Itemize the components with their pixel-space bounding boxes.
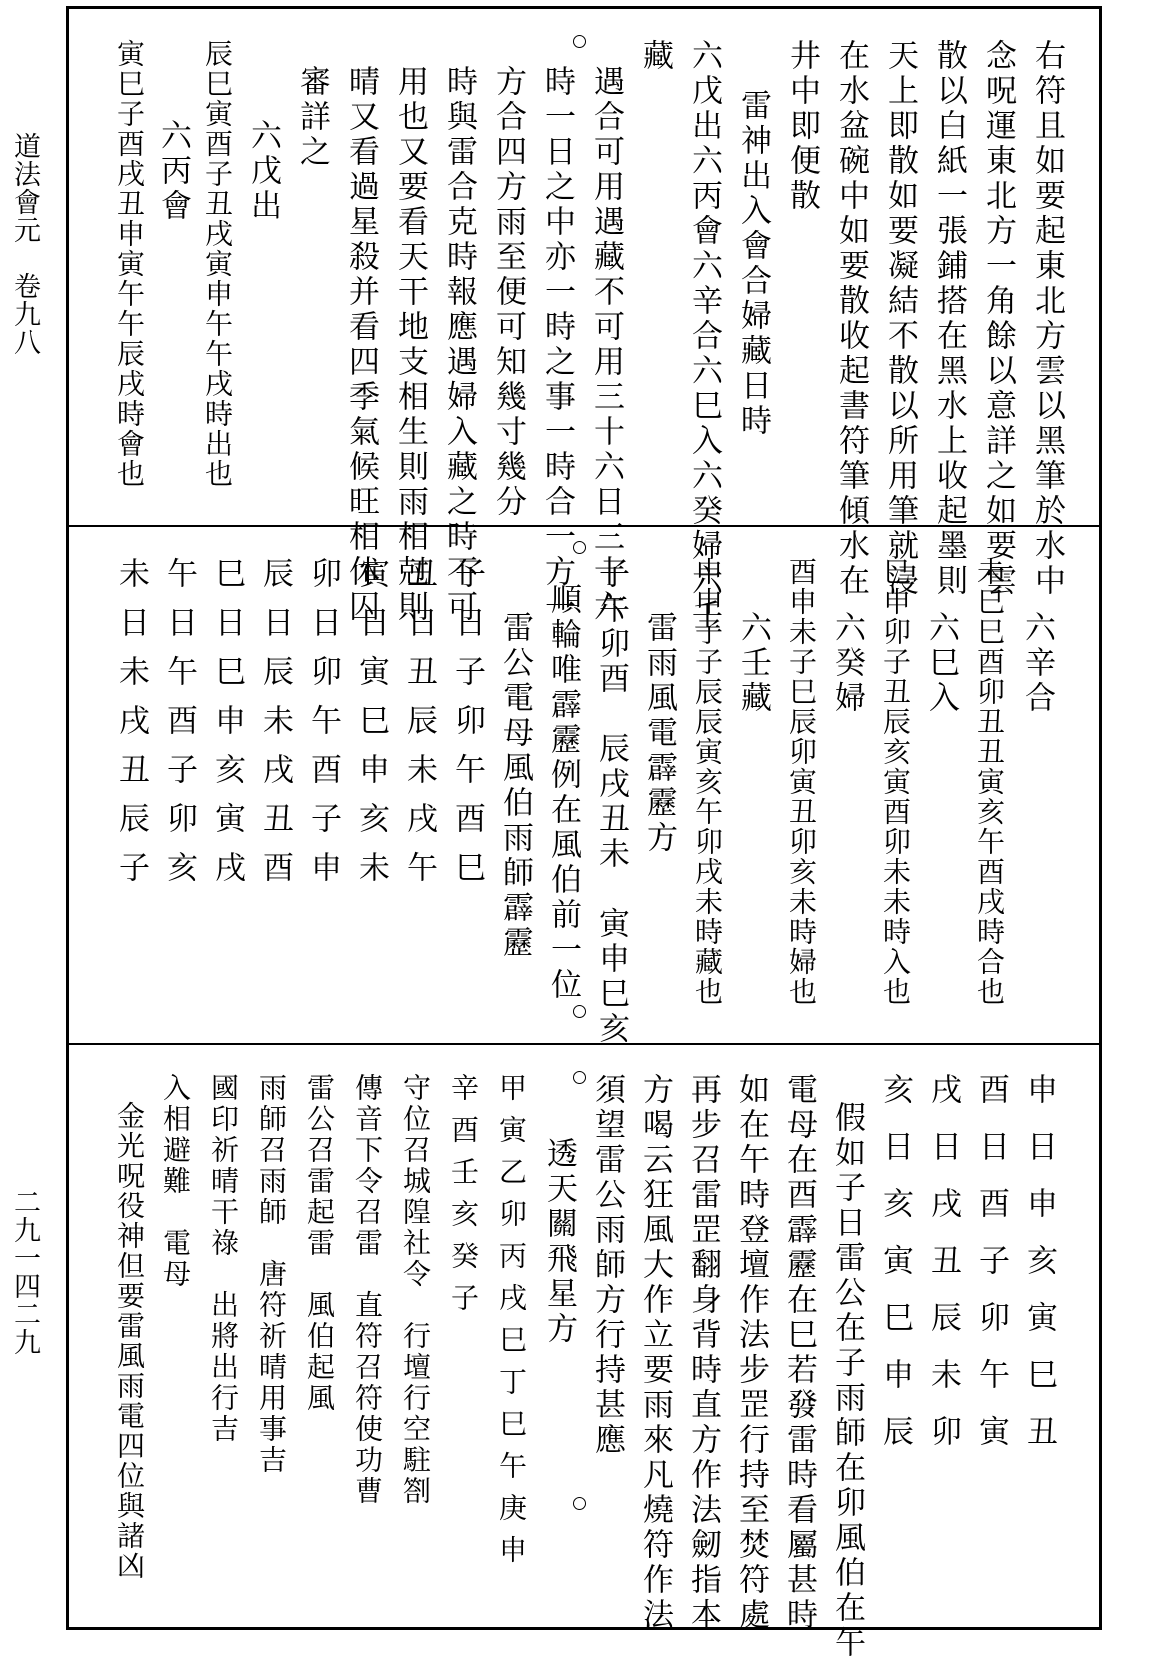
page-frame — [66, 6, 1102, 1661]
text-column: 假如子日雷公在子雨師在卯風伯在午 — [829, 1101, 865, 1661]
binding-hole — [573, 541, 586, 554]
text-column: 金光呪役神但要雷風雨電四位與諸凶 — [113, 1101, 146, 1581]
text-column: 子午卯酉 辰戌丑未 寅申巳亥 — [593, 557, 629, 1047]
text-column: 順輪唯霹靂例在風伯前一位 — [545, 583, 581, 1003]
book-title: 道法會元 卷九八 — [9, 132, 40, 356]
text-column: 酉申未子巳辰卯寅丑卯亥未時婦也 — [785, 557, 818, 1007]
table-row: 寅日寅巳申亥未 — [353, 557, 389, 900]
table-row: 丑日丑辰未戌午 — [401, 557, 437, 900]
table-row: 酉日酉子卯午寅 — [973, 1073, 1009, 1472]
text-column: 在水盆碗中如要散收起書符筆傾水在 — [833, 39, 869, 599]
text-column: 方合四方雨至便可知幾寸幾分 — [490, 65, 526, 520]
text-column: 念呪運東北方一角餘以意詳之如要雲 — [980, 39, 1016, 599]
text-column: 右符且如要起東北方雲以黑筆於水中 — [1029, 39, 1065, 599]
table-row: 卯日卯午酉子申 — [305, 557, 341, 900]
text-column: 遇合可用遇藏不可用三十六日三十六 — [588, 65, 624, 625]
text-column: 如在午時登壇作法步罡行持至焚符處 — [733, 1073, 769, 1633]
text-column: 六戊出六丙會六辛合六巳入六癸婦六壬 — [686, 39, 722, 634]
text-column: 入相避難 電母 — [159, 1073, 192, 1290]
text-column: 傳音下令召雷 直符召符使功曹 — [351, 1073, 384, 1507]
text-column: 六丙會 — [155, 119, 191, 224]
text-column: 六戊出 — [245, 119, 281, 224]
section-heading: 雷雨風電霹靂方 — [641, 611, 677, 856]
text-column: 須望雷公雨師方行持甚應 — [589, 1073, 625, 1458]
text-column: 國印祈晴干祿 出將出行吉 — [207, 1073, 240, 1445]
text-column: 電母在酉霹靂在巳若發雷時看屬甚時 — [781, 1073, 817, 1633]
text-column: 時一日之中亦一時之事一時合一方一 — [539, 65, 575, 625]
text-column: 井中即便散 — [784, 39, 820, 214]
text-column: 辛酉壬亥癸子 — [447, 1073, 480, 1325]
section-heading: 雷神出入會合婦藏日時 — [735, 89, 771, 439]
text-column: 巳申卯子丑辰亥寅酉卯未未時入也 — [879, 557, 912, 1007]
table-row: 亥日亥寅巳申辰 — [877, 1073, 913, 1472]
text-column: 方喝云狂風大作立要雨來凡燒符作法 — [637, 1073, 673, 1633]
middle-panel — [69, 527, 1099, 1047]
text-column: 審詳之 — [294, 65, 330, 170]
text-column: 雨師召雨師 唐符祈晴用事吉 — [255, 1073, 288, 1476]
text-column: 再步召雷罡翻身背時直方作法劒指本 — [685, 1073, 721, 1633]
table-row: 子日子卯午酉巳 — [449, 557, 485, 900]
text-column: 晴又看過星殺并看四季氣候旺相休囚 — [343, 65, 379, 625]
text-column: 守位召城隍社令 行壇行空駐劄 — [399, 1073, 432, 1507]
binding-hole — [573, 1071, 586, 1084]
table-row: 戌日戌丑辰未卯 — [925, 1073, 961, 1472]
table-row: 午日午酉子卯亥 — [161, 557, 197, 900]
bottom-panel — [69, 1045, 1099, 1661]
section-heading: 透天關飛星方 — [541, 1137, 577, 1347]
text-column: 六壬藏 — [735, 611, 771, 716]
text-column: 六巳入 — [923, 611, 959, 716]
page-number: 二九一四二九 — [9, 1188, 40, 1356]
table-row: 巳日巳申亥寅戌 — [209, 557, 245, 900]
binding-hole — [573, 35, 586, 48]
text-column: 雷公召雷起雷 風伯起風 — [303, 1073, 336, 1414]
text-column: 六癸婦 — [829, 611, 865, 716]
binding-hole — [573, 1005, 586, 1018]
text-column: 天上即散如要凝結不散以所用筆就浸 — [882, 39, 918, 599]
text-column: 用也又要看天干地支相生則雨相尅則 — [392, 65, 428, 625]
text-column: 藏 — [637, 39, 673, 74]
text-column: 申申子子辰辰寅亥午卯戌未時藏也 — [691, 557, 724, 1007]
table-row: 申日申亥寅巳丑 — [1021, 1073, 1057, 1472]
binding-hole — [573, 1497, 586, 1510]
text-column: 甲寅乙卯丙戌巳丁巳午庚申 — [495, 1073, 528, 1577]
text-column: 雷公電母風伯雨師霹靂 — [497, 611, 533, 961]
table-row: 未日未戌丑辰子 — [113, 557, 149, 900]
top-panel — [69, 9, 1099, 634]
text-column: 散以白紙一張鋪搭在黑水上收起墨則 — [931, 39, 967, 599]
text-column: 辰巳寅酉子丑戌寅申午午戌時出也 — [201, 39, 234, 489]
text-column: 寅巳子酉戌丑申寅午午辰戌時會也 — [113, 39, 146, 489]
text-column: 六辛合 — [1019, 611, 1055, 716]
text-column: 時與雷合克時報應遇婦入藏之時不可 — [441, 65, 477, 625]
table-row: 辰日辰未戌丑酉 — [257, 557, 293, 900]
text-column: 未巳巳酉卯丑丑寅亥午酉戌時合也 — [973, 557, 1006, 1007]
